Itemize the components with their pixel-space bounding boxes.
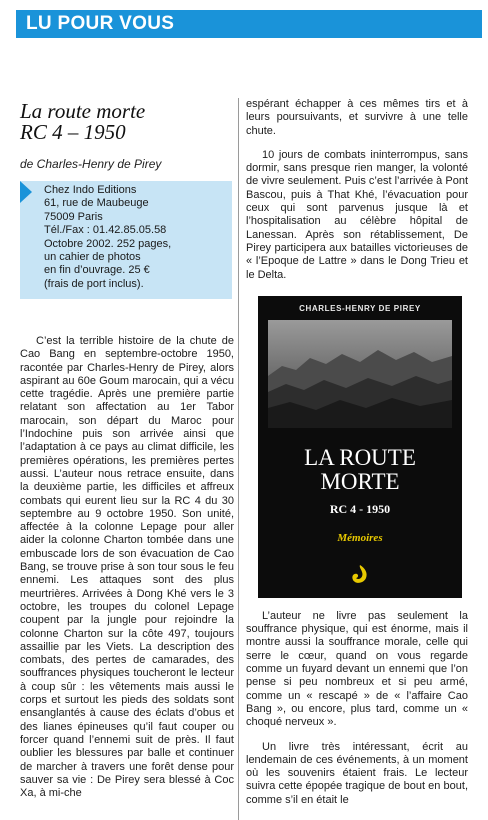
section-header <box>0 0 488 48</box>
body-paragraph: L’auteur ne livre pas seulement la souffrance physique, qui est énorme, mais il montre aussi la souffrance morale, celle qui serre le cœur, quand on vous regarde comme un fuyard devant un ennemi que l’on pense si peu nombreux et si peu armé, comme un « rescapé » de « l’affaire Cao Bang », ou encore, plus tard, comme un « choqué nerveux ». <box>246 609 468 729</box>
info-line: en fin d’ouvrage. 25 € <box>44 264 150 277</box>
book-cover-image <box>258 296 462 598</box>
cover-subtitle: RC 4 - 1950 <box>329 501 391 516</box>
info-line: Octobre 2002. 252 pages, <box>44 237 172 250</box>
cover-author: CHARLES-HENRY DE PIREY <box>299 303 421 313</box>
article-byline: de Charles-Henry de Pirey <box>20 157 162 171</box>
column-divider <box>238 98 239 820</box>
body-paragraph: C’est la terrible histoire de la chute de Cao Bang en septembre-octobre 1950, racontée par Charles-Henry de Pirey, alors aspirant au 60e Goum marocain, qui a vécu cette tragédie. Après une première partie relatant son affectation au 1er Tabor marocain, son départ du Maroc pour l’Indochine puis son arrivée ainsi que l’adaptation à ce pays au climat difficile, les premières opérations, les premières pertes aussi. L’auteur nous retrace ensuite, dans la deuxième partie, les difficiles et affreux combats qui eurent lieu sur la RC 4 du 30 septembre au 9 octobre 1950. Son unité, affectée à la colonne Lepage pour aller aider la colonne Charton tombée dans une embuscade lors de son évacuation de Cao Bang, se trouve prise à son tour sous le feu ennemi. Les attaques sont des plus meurtrières. Arrivées à Dong Khé vers le 3 octobre, les troupes du colonel Lepage coupent par la jungle pour rejoindre la colonne Charton sur la côte 497, toujours assaillie par les Viets. La description des combats, des pertes de camarades, des souffrances physiques toucheront le lecteur à coup sûr : les vêtements mais aussi le corps et surtout les pieds des soldats sont ensanglantés à cause des éclats d’obus et des lianes épineuses qu’il faut couper ou forcer quand l’ennemi suit de près. Il faut oublier les blessures par balle et continuer de marcher à travers une forêt dense pour sauver sa vie : De Pirey sera blessé à Coc Xa, à mi-che <box>20 335 234 800</box>
publisher-logo-icon <box>350 564 370 586</box>
cover-genre: Mémoires <box>337 531 383 544</box>
triangle-marker-icon <box>20 181 32 203</box>
article-title <box>20 101 234 143</box>
info-line: Chez Indo Editions <box>44 184 137 196</box>
info-line: 61, rue de Maubeuge <box>44 197 149 210</box>
cover-landscape-photo <box>268 320 452 428</box>
info-line: un cahier de photos <box>44 251 141 264</box>
body-paragraph: espérant échapper à ces mêmes tirs et à leurs poursuivants, et survivre à une telle chute. <box>246 98 468 137</box>
body-paragraph: 10 jours de combats ininterrompus, sans dormir, sans presque rien manger, la volonté de vivre seulement. Puis c’est l’arrivée à Pont Bascou, puis à That Khé, l’évacuation pour ceux qui sont parvenus jusque là et l’hospitalisation au célèbre hôpital de Lanessan. Après son rétablissement, De Pirey participera aux batailles victorieuses de « l’Epoque de Lattre » dans le Dong Trieu et le Delta. <box>246 148 468 281</box>
info-line: Tél./Fax : 01.42.85.05.58 <box>44 224 167 237</box>
left-column <box>20 98 234 800</box>
cover-title-line1: LA ROUTE <box>304 444 416 470</box>
info-line: (frais de port inclus). <box>44 277 144 290</box>
article-title-line2: RC 4 – 1950 <box>20 120 126 144</box>
section-label: LU POUR VOUS <box>26 13 175 34</box>
body-paragraph: Un livre très intéressant, écrit au lendemain de ces événements, à un moment où les souvenirs étaient frais. Le lecteur suivra cette épopée tragique de bout en bout, comme s’il en était le <box>246 740 468 806</box>
cover-title <box>258 446 462 494</box>
cover-title-line2: MORTE <box>320 468 400 494</box>
info-line: 75009 Paris <box>44 210 103 223</box>
right-column <box>246 98 468 807</box>
publisher-info-box <box>20 181 232 299</box>
article-title-line1: La route morte <box>20 99 146 123</box>
section-header-bar <box>16 10 482 38</box>
publisher-info-lines <box>44 184 171 291</box>
